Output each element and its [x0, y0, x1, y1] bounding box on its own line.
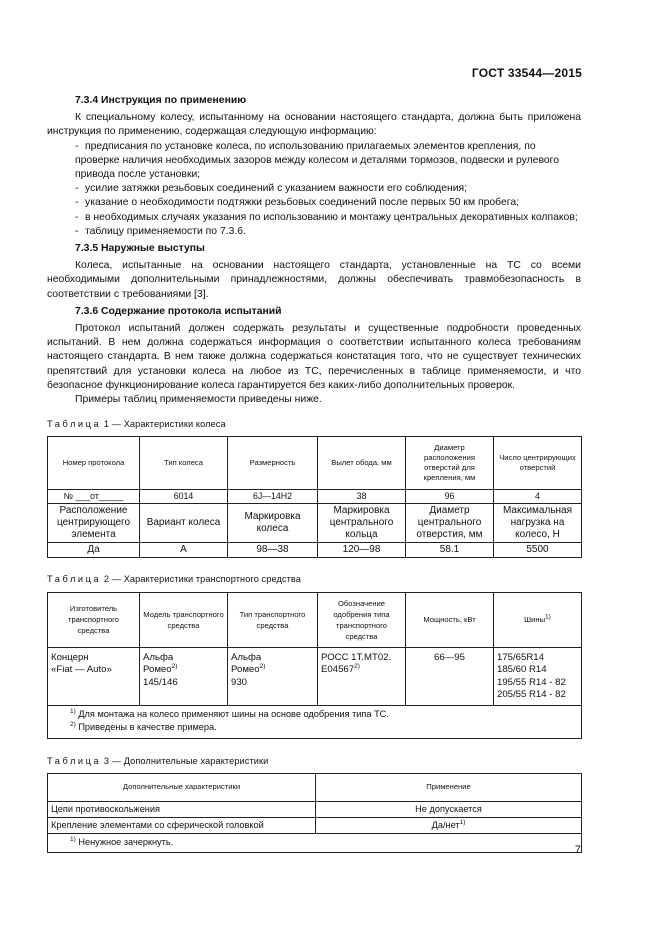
standard-header: ГОСТ 33544—2015 [471, 66, 582, 80]
table-cell: Цепи противоскольжения [48, 801, 316, 817]
model-line [143, 664, 224, 677]
type-line: Альфа [231, 651, 262, 663]
table-header-row [48, 773, 582, 801]
tyre-size: 175/65R14 [497, 651, 544, 663]
table-header-cell: Тип колеса [140, 437, 228, 490]
table-cell: 98—38 [228, 543, 318, 558]
maker-line: Концерн [51, 651, 89, 663]
heading-7-3-6: 7.3.6 Содержание протокола испытаний [75, 305, 282, 317]
table-header-row [48, 592, 582, 647]
table-row [48, 490, 582, 504]
table-cell [48, 647, 140, 705]
table1-wheel-characteristics [47, 436, 582, 558]
table-cell: Максимальная нагрузка на колесо, Н [494, 504, 582, 543]
list-item-text: указание о необходимости подтяжки резьбовых соединений после первых 50 км пробега; [85, 197, 520, 209]
tyre-size: 185/60 R14 [497, 664, 547, 676]
table-cell [140, 647, 228, 705]
footnote-mark: 1) [545, 613, 551, 621]
table-cell: Диаметр центрального отверстия, мм [406, 504, 494, 543]
table-cell: Расположение центрирующего элемента [48, 504, 140, 543]
table-cell: 120—98 [318, 543, 406, 558]
table-cell: 38 [318, 490, 406, 504]
table-row [48, 817, 582, 833]
table-cell: 6014 [140, 490, 228, 504]
table2-caption [47, 572, 581, 586]
table2-caption-word: Таблица [47, 574, 102, 585]
footnote-mark: 1) [70, 707, 76, 715]
list-item: - указание о необходимости подтяжки резьбовых соединений после первых 50 км пробега; [75, 197, 520, 209]
tyre-size: 195/55 R14 - 82 [497, 676, 566, 688]
approval-text: Е04567 [321, 664, 355, 676]
table-header-cell: Изготовитель транспортного средства [48, 592, 140, 647]
table-cell [316, 817, 582, 833]
table3-caption-word: Таблица [47, 755, 102, 766]
paragraph-7-3-6-protocol: Протокол испытаний должен содержать результаты и существенные подробности проведенных испытаний. В нем должна содержаться информация о соответствии испытанного колеса требованиям настоящего стандарта. В нем также должна содержаться констатация того, что не существует технических препятствий для установки колеса на любое из ТС, перечисленных в таблице применяемости, и что безопасное функционирование колеса гарантируется без каких-либо дополнительных проверок. [47, 323, 581, 391]
table-header-cell: Дополнительные характеристики [48, 773, 316, 801]
table-cell: 96 [406, 490, 494, 504]
table-header-row [48, 437, 582, 490]
list-item-text: в необходимых случаях указания по использованию и монтажу центральных декоративных колпаков; [85, 211, 578, 223]
table-cell: № ___от_____ [48, 490, 140, 504]
footnote-mark: 1) [70, 835, 76, 843]
table2-vehicle-characteristics [47, 592, 582, 739]
table-cell: 6J—14H2 [228, 490, 318, 504]
table-cell: Маркировка колеса [228, 504, 318, 543]
model-line: Альфа [143, 651, 174, 663]
footnote-mark: 2) [171, 662, 178, 670]
table-footnote-row [48, 705, 582, 738]
table-header-cell: Применение [316, 773, 582, 801]
table3-caption [47, 754, 581, 768]
table-cell [494, 647, 582, 705]
table-cell [228, 647, 318, 705]
footnote-mark: 2) [354, 662, 360, 670]
table-header-cell: Диаметр расположения отверстий для крепления, мм [406, 437, 494, 490]
table1-caption-title: 1 — Характеристики колеса [101, 419, 226, 430]
footnote-text: Ненужное зачеркнуть. [75, 836, 174, 847]
paragraph-7-3-6-examples: Примеры таблиц применяемости приведены ниже. [75, 394, 322, 406]
table-header-cell [494, 592, 582, 647]
footnote-text: Для монтажа на колесо применяют шины на основе одобрения типа ТС. [75, 708, 389, 719]
tyres-header-text: Шины [524, 615, 546, 625]
list-item: - предписания по установке колеса, по использованию прилагаемых элементов крепления, по проверке наличия необходимых зазоров между колесом и деталями тормозов, подвески и рулевого привода после установки; [75, 140, 559, 181]
heading-7-3-4: 7.3.4 Инструкция по применению [75, 95, 247, 106]
page-number: 7 [574, 844, 581, 856]
table-cell: 5500 [494, 543, 582, 558]
page-content [47, 94, 581, 853]
footnote-mark: 1) [459, 818, 466, 826]
table-cell: Крепление элементами со сферической головкой [48, 817, 316, 833]
table-header-cell: Модель транспортного средства [140, 592, 228, 647]
table-cell: 66—95 [406, 647, 494, 705]
table-header-cell: Обозначение одобрения типа транспортного средства [318, 592, 406, 647]
table3-caption-title: 3 — Дополнительные характеристики [101, 755, 269, 766]
maker-line: «Fiat — Auto» [51, 664, 112, 676]
footnote [70, 721, 578, 735]
table-row [48, 543, 582, 558]
list-item: - таблицу применяемости по 7.3.6. [75, 225, 246, 237]
table-cell: А [140, 543, 228, 558]
table1-caption [47, 417, 581, 431]
table-header-cell: Вылет обода, мм [318, 437, 406, 490]
table-cell: 4 [494, 490, 582, 504]
table-footnotes [48, 833, 582, 852]
table-footnotes [48, 705, 582, 738]
table-row [48, 801, 582, 817]
table-cell [318, 647, 406, 705]
table-cell: 58.1 [406, 543, 494, 558]
model-line: 145/146 [143, 676, 178, 688]
approval-line: РОСС 1Т.МТ02. [321, 651, 392, 663]
table-header-cell: Размерность [228, 437, 318, 490]
footnote-mark: 2) [259, 662, 266, 670]
model-text: Ромео [143, 664, 172, 676]
table2-caption-title: 2 — Характеристики транспортного средства [101, 574, 302, 585]
approval-line [321, 664, 402, 677]
list-item-text: усилие затяжки резьбовых соединений с указанием важности его соблюдения; [85, 183, 468, 195]
paragraph-7-3-5: Колеса, испытанные на основании настоящего стандарта, установленные на ТС со всеми необходимыми дополнительными принадлежностями, должны обеспечивать травмобезопасность в соответствии с требованиями [3]. [47, 260, 581, 300]
table-row [48, 647, 582, 705]
paragraph-7-3-4-intro: К специальному колесу, испытанному на основании настоящего стандарта, должна быть приложена инструкция по применению, содержащая следующую информацию: [47, 112, 581, 138]
table-footnote-row [48, 833, 582, 852]
type-text: Ромео [231, 664, 260, 676]
table-header-cell: Тип транспортного средства [228, 592, 318, 647]
table-header-cell: Номер протокола [48, 437, 140, 490]
footnote-mark: 2) [70, 721, 76, 729]
type-line: 930 [231, 676, 248, 688]
cell-text: Да/нет [431, 819, 460, 830]
footnote [70, 708, 578, 722]
tyre-size: 205/55 R14 - 82 [497, 689, 566, 701]
type-line [231, 664, 314, 677]
table-cell: Не допускается [316, 801, 582, 817]
table-cell: Маркировка центрального кольца [318, 504, 406, 543]
list-item: - в необходимых случаях указания по использованию и монтажу центральных декоративных колпаков; [75, 211, 578, 223]
table1-caption-word: Таблица [47, 419, 102, 430]
table-cell: Да [48, 543, 140, 558]
list-item-text: предписания по установке колеса, по использованию прилагаемых элементов крепления, по проверке наличия необходимых зазоров между колесом и деталями тормозов, подвески и рулевого привода после установки; [75, 140, 559, 181]
table3-additional-characteristics [47, 773, 582, 853]
table-subheader-row [48, 504, 582, 543]
table-header-cell: Мощность, кВт [406, 592, 494, 647]
list-item: - усилие затяжки резьбовых соединений с указанием важности его соблюдения; [75, 183, 468, 195]
footnote-text: Приведены в качестве примера. [75, 722, 217, 733]
heading-7-3-5: 7.3.5 Наружные выступы [75, 243, 205, 255]
table-cell: Вариант колеса [140, 504, 228, 543]
list-item-text: таблицу применяемости по 7.3.6. [85, 225, 246, 237]
table-header-cell: Число центрирующих отверстий [494, 437, 582, 490]
